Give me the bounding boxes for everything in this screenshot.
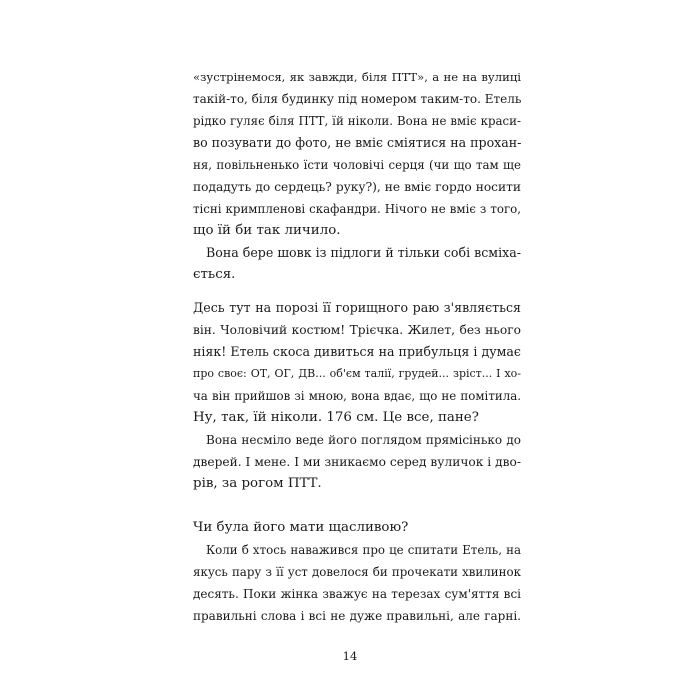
text-line: якусь пару з її уст довелося би прочекати хвилинок bbox=[193, 565, 521, 579]
text-line: десять. Поки жінка зважує на терезах сум'яття всі bbox=[193, 587, 521, 601]
text-line: тісні кримпленові скафандри. Нічого не вміє з того, bbox=[193, 202, 521, 216]
text-line: ня, повільненько їсти чоловічі серця (чи що там ще bbox=[193, 158, 521, 172]
paragraph-block-3 bbox=[193, 517, 521, 627]
text-line: ча він прийшов зі мною, вона вдає, що не помітила. bbox=[193, 389, 521, 403]
text-line: правильні слова і всі не дуже правильні, але гарні. bbox=[193, 609, 521, 623]
page-number: 14 bbox=[342, 649, 358, 663]
text-line: він. Чоловічий костюм! Трієчка. Жилет, без нього bbox=[193, 323, 521, 337]
text-line: Вона бере шовк із підлоги й тільки собі всміха- bbox=[206, 245, 521, 260]
paragraph-block-2 bbox=[193, 297, 521, 495]
text-line: про своє: ОТ, ОГ, ДВ... об'єм талії, грудей... зріст... І хо- bbox=[193, 367, 521, 380]
text-line: Десь тут на порозі її горищного раю з'являється bbox=[193, 300, 521, 315]
text-line: Вона несміло веде його поглядом прямісінько до bbox=[206, 433, 521, 447]
text-line: ється. bbox=[193, 267, 236, 282]
text-line: подадуть до сердець? руку?), не вміє гордо носити bbox=[193, 180, 521, 194]
text-line: во позувати до фото, не вміє сміятися на прохан- bbox=[193, 135, 522, 150]
text-line: ніяк! Етель скоса дивиться на прибульця і думає bbox=[193, 344, 521, 359]
text-line: Чи була його мати щасливою? bbox=[193, 520, 409, 535]
paragraph-block-1 bbox=[193, 66, 521, 286]
text-line: такій-то, біля будинку під номером таким-то. Етель bbox=[193, 92, 522, 106]
text-line: рів, за рогом ПТТ. bbox=[193, 476, 322, 491]
text-line: рідко гуляє біля ПТТ, їй ніколи. Вона не вміє краси- bbox=[193, 114, 521, 128]
text-line: Коли б хтось наважився про це спитати Етель, на bbox=[206, 543, 521, 557]
text-line: що їй би так личило. bbox=[193, 223, 341, 238]
text-line: «зустрінемося, як завжди, біля ПТТ», а не на вулиці bbox=[193, 70, 521, 84]
text-line: дверей. І мене. І ми зникаємо серед вуличок і дво- bbox=[193, 455, 521, 469]
text-line: Ну, так, їй ніколи. 176 см. Це все, пане? bbox=[193, 410, 479, 425]
